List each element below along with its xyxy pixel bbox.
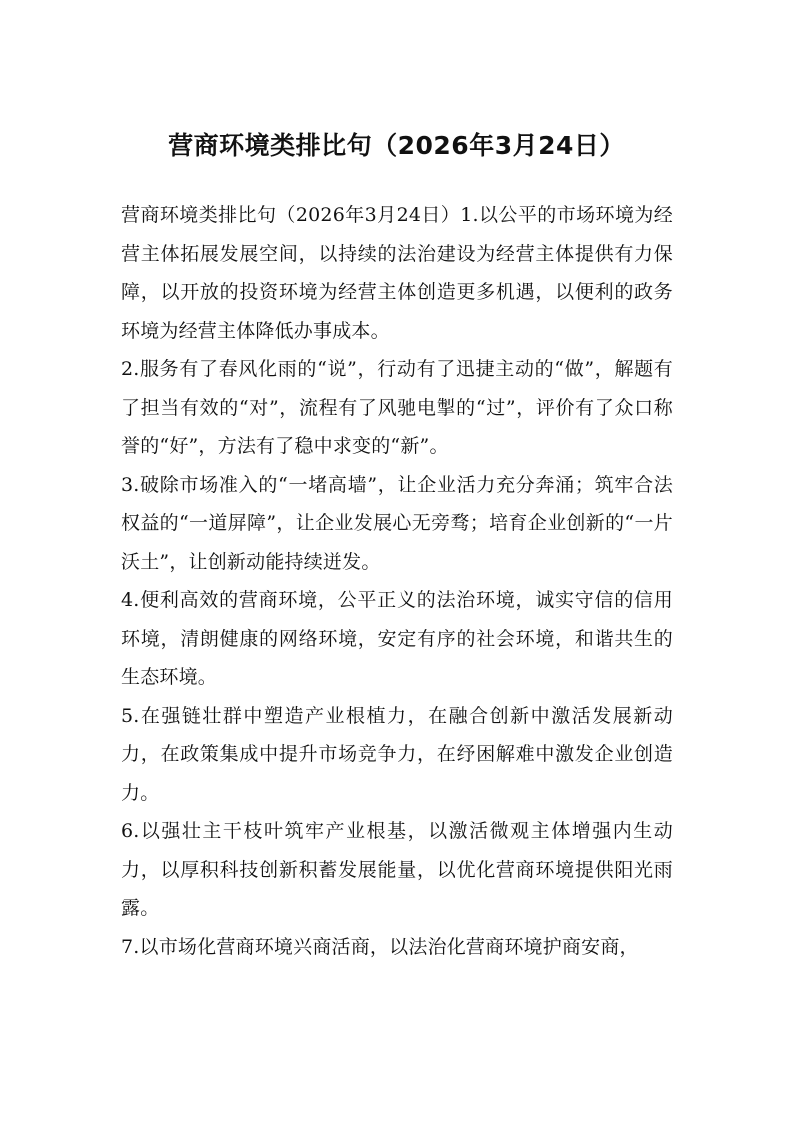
document-title: 营商环境类排比句（2026年3月24日） (168, 131, 625, 160)
paragraph-2: 2.服务有了春风化雨的“说”，行动有了迅捷主动的“做”，解题有了担当有效的“对”，流程有了风驰电掣的“过”，评价有了众口称誉的“好”，方法有了稳中求变的“新”。 (121, 358, 673, 457)
paragraph-5: 5.在强链壮群中塑造产业根植力，在融合创新中激活发展新动力，在政策集成中提升市场竞争力，在纾困解难中激发企业创造力。 (121, 704, 673, 804)
paragraph-7: 7.以市场化营商环境兴商活商，以法治化营商环境护商安商， (121, 935, 639, 958)
paragraph-1: 营商环境类排比句（2026年3月24日）1.以公平的市场环境为经营主体拓展发展空间，以持续的法治建设为经营主体提供有力保障，以开放的投资环境为经营主体创造更多机遇，以便利的政务环境为经营主体降低办事成本。 (121, 204, 673, 342)
document-body (121, 196, 673, 966)
paragraph-3: 3.破除市场准入的“一堵高墙”，让企业活力充分奔涌；筑牢合法权益的“一道屏障”，让企业发展心无旁骛；培育企业创新的“一片沃土”，让创新动能持续迸发。 (121, 473, 673, 573)
paragraph-4: 4.便利高效的营商环境，公平正义的法治环境，诚实守信的信用环境，清朗健康的网络环境，安定有序的社会环境，和谐共生的生态环境。 (121, 589, 673, 688)
paragraph-6: 6.以强壮主干枝叶筑牢产业根基，以激活微观主体增强内生动力，以厚积科技创新积蓄发展能量，以优化营商环境提供阳光雨露。 (121, 820, 673, 919)
